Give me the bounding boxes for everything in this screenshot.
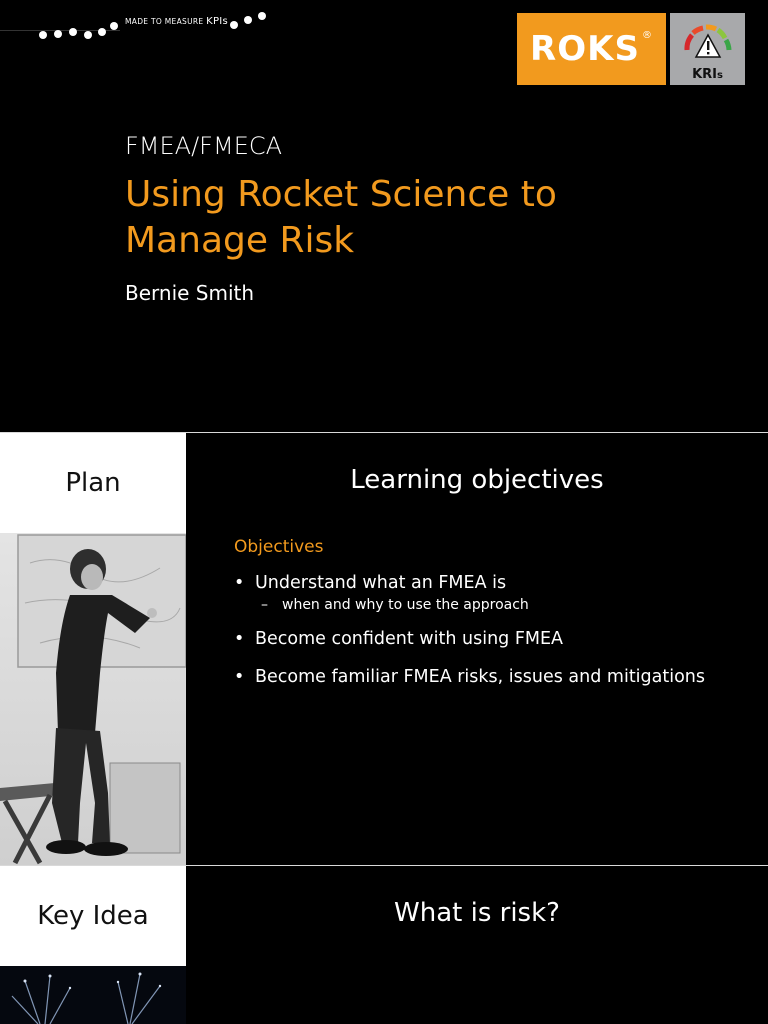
aviator-photo: [0, 533, 186, 865]
side-label-box: [0, 866, 186, 966]
kri-text: KRI: [692, 67, 717, 82]
side-label: Key Idea: [37, 901, 149, 931]
gauge-warning-icon: [670, 13, 745, 65]
kri-suffix: s: [716, 70, 723, 81]
author-name: Bernie Smith: [125, 281, 255, 305]
objectives-list: [234, 573, 754, 687]
fireworks-image: [0, 966, 186, 1024]
slide-heading: What is risk?: [394, 898, 560, 928]
sub-list-item: – when and why to use the approach: [234, 597, 754, 613]
presentation-title: Using Rocket Science to Manage Risk: [125, 174, 557, 261]
objectives-label: Objectives: [234, 537, 324, 557]
tagline-big: KPIs: [206, 16, 229, 27]
key-idea-slide: [0, 866, 768, 1024]
list-item: • Understand what an FMEA is: [234, 573, 754, 593]
tagline: [125, 16, 228, 27]
side-label-box: [0, 433, 186, 533]
list-item: • Become familiar FMEA risks, issues and mitigations: [234, 667, 754, 687]
kri-logo: [670, 13, 745, 85]
list-item: • Become confident with using FMEA: [234, 629, 754, 649]
side-label: Plan: [65, 468, 121, 498]
kri-label: [670, 67, 745, 82]
learning-objectives-slide: [0, 433, 768, 865]
brand-name: ROKS: [530, 29, 640, 69]
registered-mark: ®: [641, 29, 653, 41]
title-slide: [0, 0, 768, 432]
tagline-small: MADE TO MEASURE: [125, 17, 204, 26]
roks-logo: [517, 13, 666, 85]
presentation-subtitle: FMEA/FMECA: [125, 132, 283, 160]
slide-heading: Learning objectives: [350, 465, 604, 495]
